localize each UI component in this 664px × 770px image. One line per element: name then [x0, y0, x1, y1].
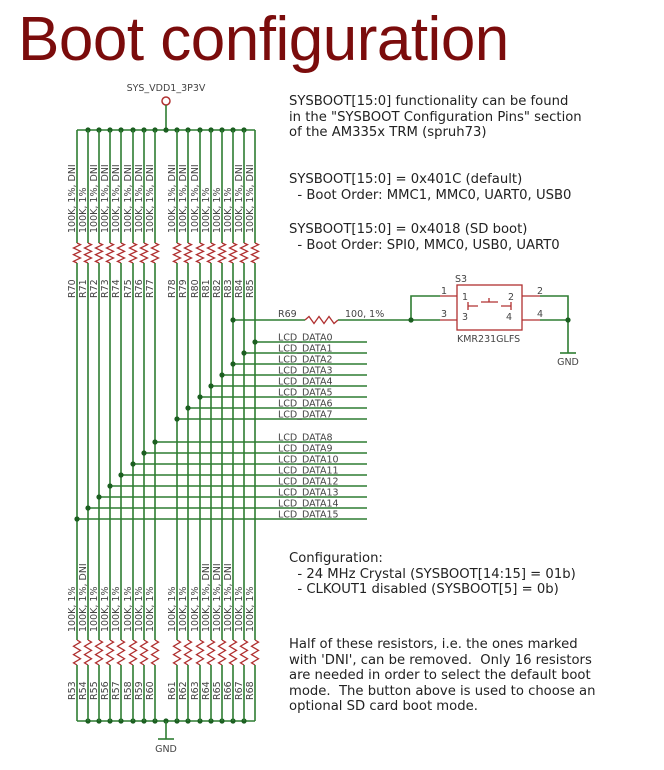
- gnd-label: GND: [155, 744, 177, 755]
- resistor-ref-label: R59: [134, 681, 145, 700]
- resistor-value-label: 100K, 1%, DNI: [245, 164, 256, 233]
- resistor-r65: [219, 640, 226, 665]
- junction-dot: [174, 416, 179, 421]
- resistor-r64: [208, 640, 215, 665]
- page-title: Boot configuration: [18, 5, 509, 74]
- resistor-ref-label: R55: [89, 681, 100, 700]
- lcd-net-label: LCD_DATA11: [278, 465, 339, 477]
- resistor-value-label: 100K, 1%, DNI: [190, 164, 201, 233]
- lcd-net-label: LCD_DATA7: [278, 409, 333, 421]
- resistor-value-label: 100K, 1%, DNI: [78, 563, 89, 632]
- resistor-r57: [118, 640, 125, 665]
- resistor-ref-label: R60: [145, 681, 156, 700]
- resistor-r70: [74, 243, 81, 263]
- resistor-value-label: 100K, 1%: [78, 187, 89, 233]
- junction-dot: [85, 505, 90, 510]
- switch-pin-label: 1: [462, 292, 469, 303]
- switch-pin-label: 2: [508, 292, 515, 303]
- resistor-ref-label: R74: [111, 279, 122, 298]
- junction-dot: [197, 394, 202, 399]
- resistor-r75: [130, 243, 137, 263]
- resistor-r77: [152, 243, 159, 263]
- note-dni: Half of these resistors, i.e. the ones marked with 'DNI', can be removed. Only 16 resistors are needed in order to select the default boot mode. The button above is used to choose an optional SD card boot mode.: [289, 637, 596, 714]
- junction-dot: [252, 339, 257, 344]
- resistor-ref-label: R83: [223, 279, 234, 298]
- resistor-r54: [85, 640, 92, 665]
- wire: [540, 296, 568, 353]
- resistor-ref-label: R80: [190, 279, 201, 298]
- resistor-ref-label: R56: [100, 681, 111, 700]
- resistor-value-label: 100, 1%: [345, 309, 385, 320]
- junction-dot: [565, 317, 570, 322]
- lcd-net-label: LCD_DATA13: [278, 487, 339, 499]
- resistor-ref-label: R78: [167, 279, 178, 298]
- junction-dot: [141, 450, 146, 455]
- resistor-ref-label: R61: [167, 681, 178, 700]
- resistor-value-label: 100K, 1%, DNI: [145, 164, 156, 233]
- resistor-r61: [174, 640, 181, 665]
- resistor-r59: [141, 640, 148, 665]
- resistor-r74: [118, 243, 125, 263]
- resistor-ref-label: R79: [178, 279, 189, 298]
- resistor-value-label: 100K, 1%: [212, 187, 223, 233]
- resistor-r68: [252, 640, 259, 665]
- lcd-net-label: LCD_DATA4: [278, 376, 333, 388]
- resistor-value-label: 100K, 1%: [134, 586, 145, 632]
- resistor-value-label: 100K, 1%: [111, 586, 122, 632]
- switch-pin-label: 4: [506, 312, 513, 323]
- gnd-label: GND: [557, 357, 579, 368]
- resistor-r82: [219, 243, 226, 263]
- resistor-ref-label: R53: [67, 681, 78, 700]
- junction-dot: [96, 494, 101, 499]
- resistor-ref-label: R63: [190, 681, 201, 700]
- resistor-ref-label: R85: [245, 279, 256, 298]
- resistor-value-label: 100K, 1%: [123, 586, 134, 632]
- junction-dot: [219, 372, 224, 377]
- resistor-r58: [130, 640, 137, 665]
- resistor-ref-label: R65: [212, 681, 223, 700]
- resistor-value-label: 100K, 1%: [201, 187, 212, 233]
- resistor-r71: [85, 243, 92, 263]
- lcd-net-label: LCD_DATA8: [278, 432, 333, 444]
- junction-dot: [163, 127, 168, 132]
- note-default-mode: SYSBOOT[15:0] = 0x401C (default) - Boot Order: MMC1, MMC0, UART0, USB0: [289, 172, 572, 203]
- resistor-r85: [252, 243, 259, 263]
- lcd-net-label: LCD_DATA1: [278, 343, 333, 355]
- wire: [411, 296, 440, 320]
- switch-ref-label: S3: [455, 274, 468, 285]
- lcd-net-label: LCD_DATA15: [278, 509, 339, 521]
- resistor-value-label: 100K, 1%: [245, 586, 256, 632]
- resistor-r69: [305, 317, 338, 324]
- lcd-net-label: LCD_DATA6: [278, 398, 333, 410]
- lcd-net-label: LCD_DATA2: [278, 354, 333, 366]
- resistor-r73: [107, 243, 114, 263]
- lcd-net-label: LCD_DATA5: [278, 387, 333, 399]
- junction-dot: [241, 350, 246, 355]
- lcd-net-label: LCD_DATA12: [278, 476, 339, 488]
- resistor-r63: [197, 640, 204, 665]
- resistor-r67: [241, 640, 248, 665]
- resistor-value-label: 100K, 1%, DNI: [212, 563, 223, 632]
- resistor-value-label: 100K, 1%, DNI: [223, 563, 234, 632]
- resistor-value-label: 100K, 1%: [67, 586, 78, 632]
- resistor-ref-label: R81: [201, 279, 212, 298]
- resistor-value-label: 100K, 1%, DNI: [111, 164, 122, 233]
- resistor-value-label: 100K, 1%: [89, 586, 100, 632]
- resistor-ref-label: R75: [123, 279, 134, 298]
- resistor-r84: [241, 243, 248, 263]
- resistor-ref-label: R62: [178, 681, 189, 700]
- note-reference: SYSBOOT[15:0] functionality can be found in the "SYSBOOT Configuration Pins" section of the AM335x TRM (spruh73): [289, 94, 582, 140]
- resistor-r53: [74, 640, 81, 665]
- resistor-value-label: 100K, 1%: [234, 586, 245, 632]
- resistor-ref-label: R82: [212, 279, 223, 298]
- resistor-value-label: 100K, 1%: [223, 187, 234, 233]
- resistor-r76: [141, 243, 148, 263]
- resistor-ref-label: R64: [201, 681, 212, 700]
- resistor-ref-label: R54: [78, 681, 89, 700]
- resistor-value-label: 100K, 1%, DNI: [123, 164, 134, 233]
- resistor-value-label: 100K, 1%, DNI: [201, 563, 212, 632]
- lcd-net-label: LCD_DATA3: [278, 365, 333, 377]
- junction-dot: [230, 317, 235, 322]
- resistor-r80: [197, 243, 204, 263]
- resistor-ref-label: R58: [123, 681, 134, 700]
- resistor-ref-label: R68: [245, 681, 256, 700]
- switch-pin-label: 3: [441, 309, 448, 320]
- junction-dot: [230, 361, 235, 366]
- resistor-value-label: 100K, 1%, DNI: [67, 164, 78, 233]
- resistor-ref-label: R70: [67, 279, 78, 298]
- resistor-value-label: 100K, 1%: [190, 586, 201, 632]
- resistor-ref-label: R84: [234, 279, 245, 298]
- resistor-ref-label: R76: [134, 279, 145, 298]
- power-net-label: SYS_VDD1_3P3V: [126, 83, 206, 94]
- note-sd-mode: SYSBOOT[15:0] = 0x4018 (SD boot) - Boot Order: SPI0, MMC0, USB0, UART0: [289, 222, 560, 253]
- lcd-net-label: LCD_DATA14: [278, 498, 339, 510]
- pushbutton-icon: [468, 298, 511, 310]
- resistor-r62: [185, 640, 192, 665]
- resistor-value-label: 100K, 1%, DNI: [100, 164, 111, 233]
- lcd-net-label: LCD_DATA9: [278, 443, 333, 455]
- power-port-icon: [162, 97, 170, 105]
- resistor-r79: [185, 243, 192, 263]
- switch-pin-label: 3: [462, 312, 469, 323]
- resistor-value-label: 100K, 1%: [167, 586, 178, 632]
- junction-dot: [74, 516, 79, 521]
- junction-dot: [408, 317, 413, 322]
- switch-part-label: KMR231GLFS: [457, 334, 521, 345]
- resistor-ref-label: R71: [78, 279, 89, 298]
- junction-dot: [130, 461, 135, 466]
- resistor-ref-label: R67: [234, 681, 245, 700]
- lcd-net-label: LCD_DATA0: [278, 332, 333, 344]
- resistor-value-label: 100K, 1%, DNI: [167, 164, 178, 233]
- resistor-r81: [208, 243, 215, 263]
- resistor-r55: [96, 640, 103, 665]
- resistor-r66: [230, 640, 237, 665]
- resistor-ref-label: R66: [223, 681, 234, 700]
- junction-dot: [152, 439, 157, 444]
- junction-dot: [118, 472, 123, 477]
- resistor-r83: [230, 243, 237, 263]
- resistor-value-label: 100K, 1%, DNI: [178, 164, 189, 233]
- switch-pin-label: 4: [537, 309, 544, 320]
- junction-dot: [208, 383, 213, 388]
- resistor-ref-label: R77: [145, 279, 156, 298]
- resistor-value-label: 100K, 1%: [100, 586, 111, 632]
- resistor-value-label: 100K, 1%: [178, 586, 189, 632]
- resistor-ref-label: R72: [89, 279, 100, 298]
- switch-pin-label: 2: [537, 286, 544, 297]
- junction-dot: [107, 483, 112, 488]
- resistor-ref-label: R57: [111, 681, 122, 700]
- resistor-value-label: 100K, 1%, DNI: [234, 164, 245, 233]
- junction-dot: [185, 405, 190, 410]
- lcd-net-label: LCD_DATA10: [278, 454, 339, 466]
- resistor-r78: [174, 243, 181, 263]
- resistor-value-label: 100K, 1%, DNI: [89, 164, 100, 233]
- resistor-value-label: 100K, 1%, DNI: [134, 164, 145, 233]
- resistor-value-label: 100K, 1%: [145, 586, 156, 632]
- resistor-ref-label: R69: [278, 309, 297, 320]
- resistor-ref-label: R73: [100, 279, 111, 298]
- resistor-r60: [152, 640, 159, 665]
- note-configuration: Configuration: - 24 MHz Crystal (SYSBOOT[14:15] = 01b) - CLKOUT1 disabled (SYSBOOT[5] = 0b): [289, 551, 576, 597]
- switch-pin-label: 1: [441, 286, 448, 297]
- resistor-r56: [107, 640, 114, 665]
- resistor-r72: [96, 243, 103, 263]
